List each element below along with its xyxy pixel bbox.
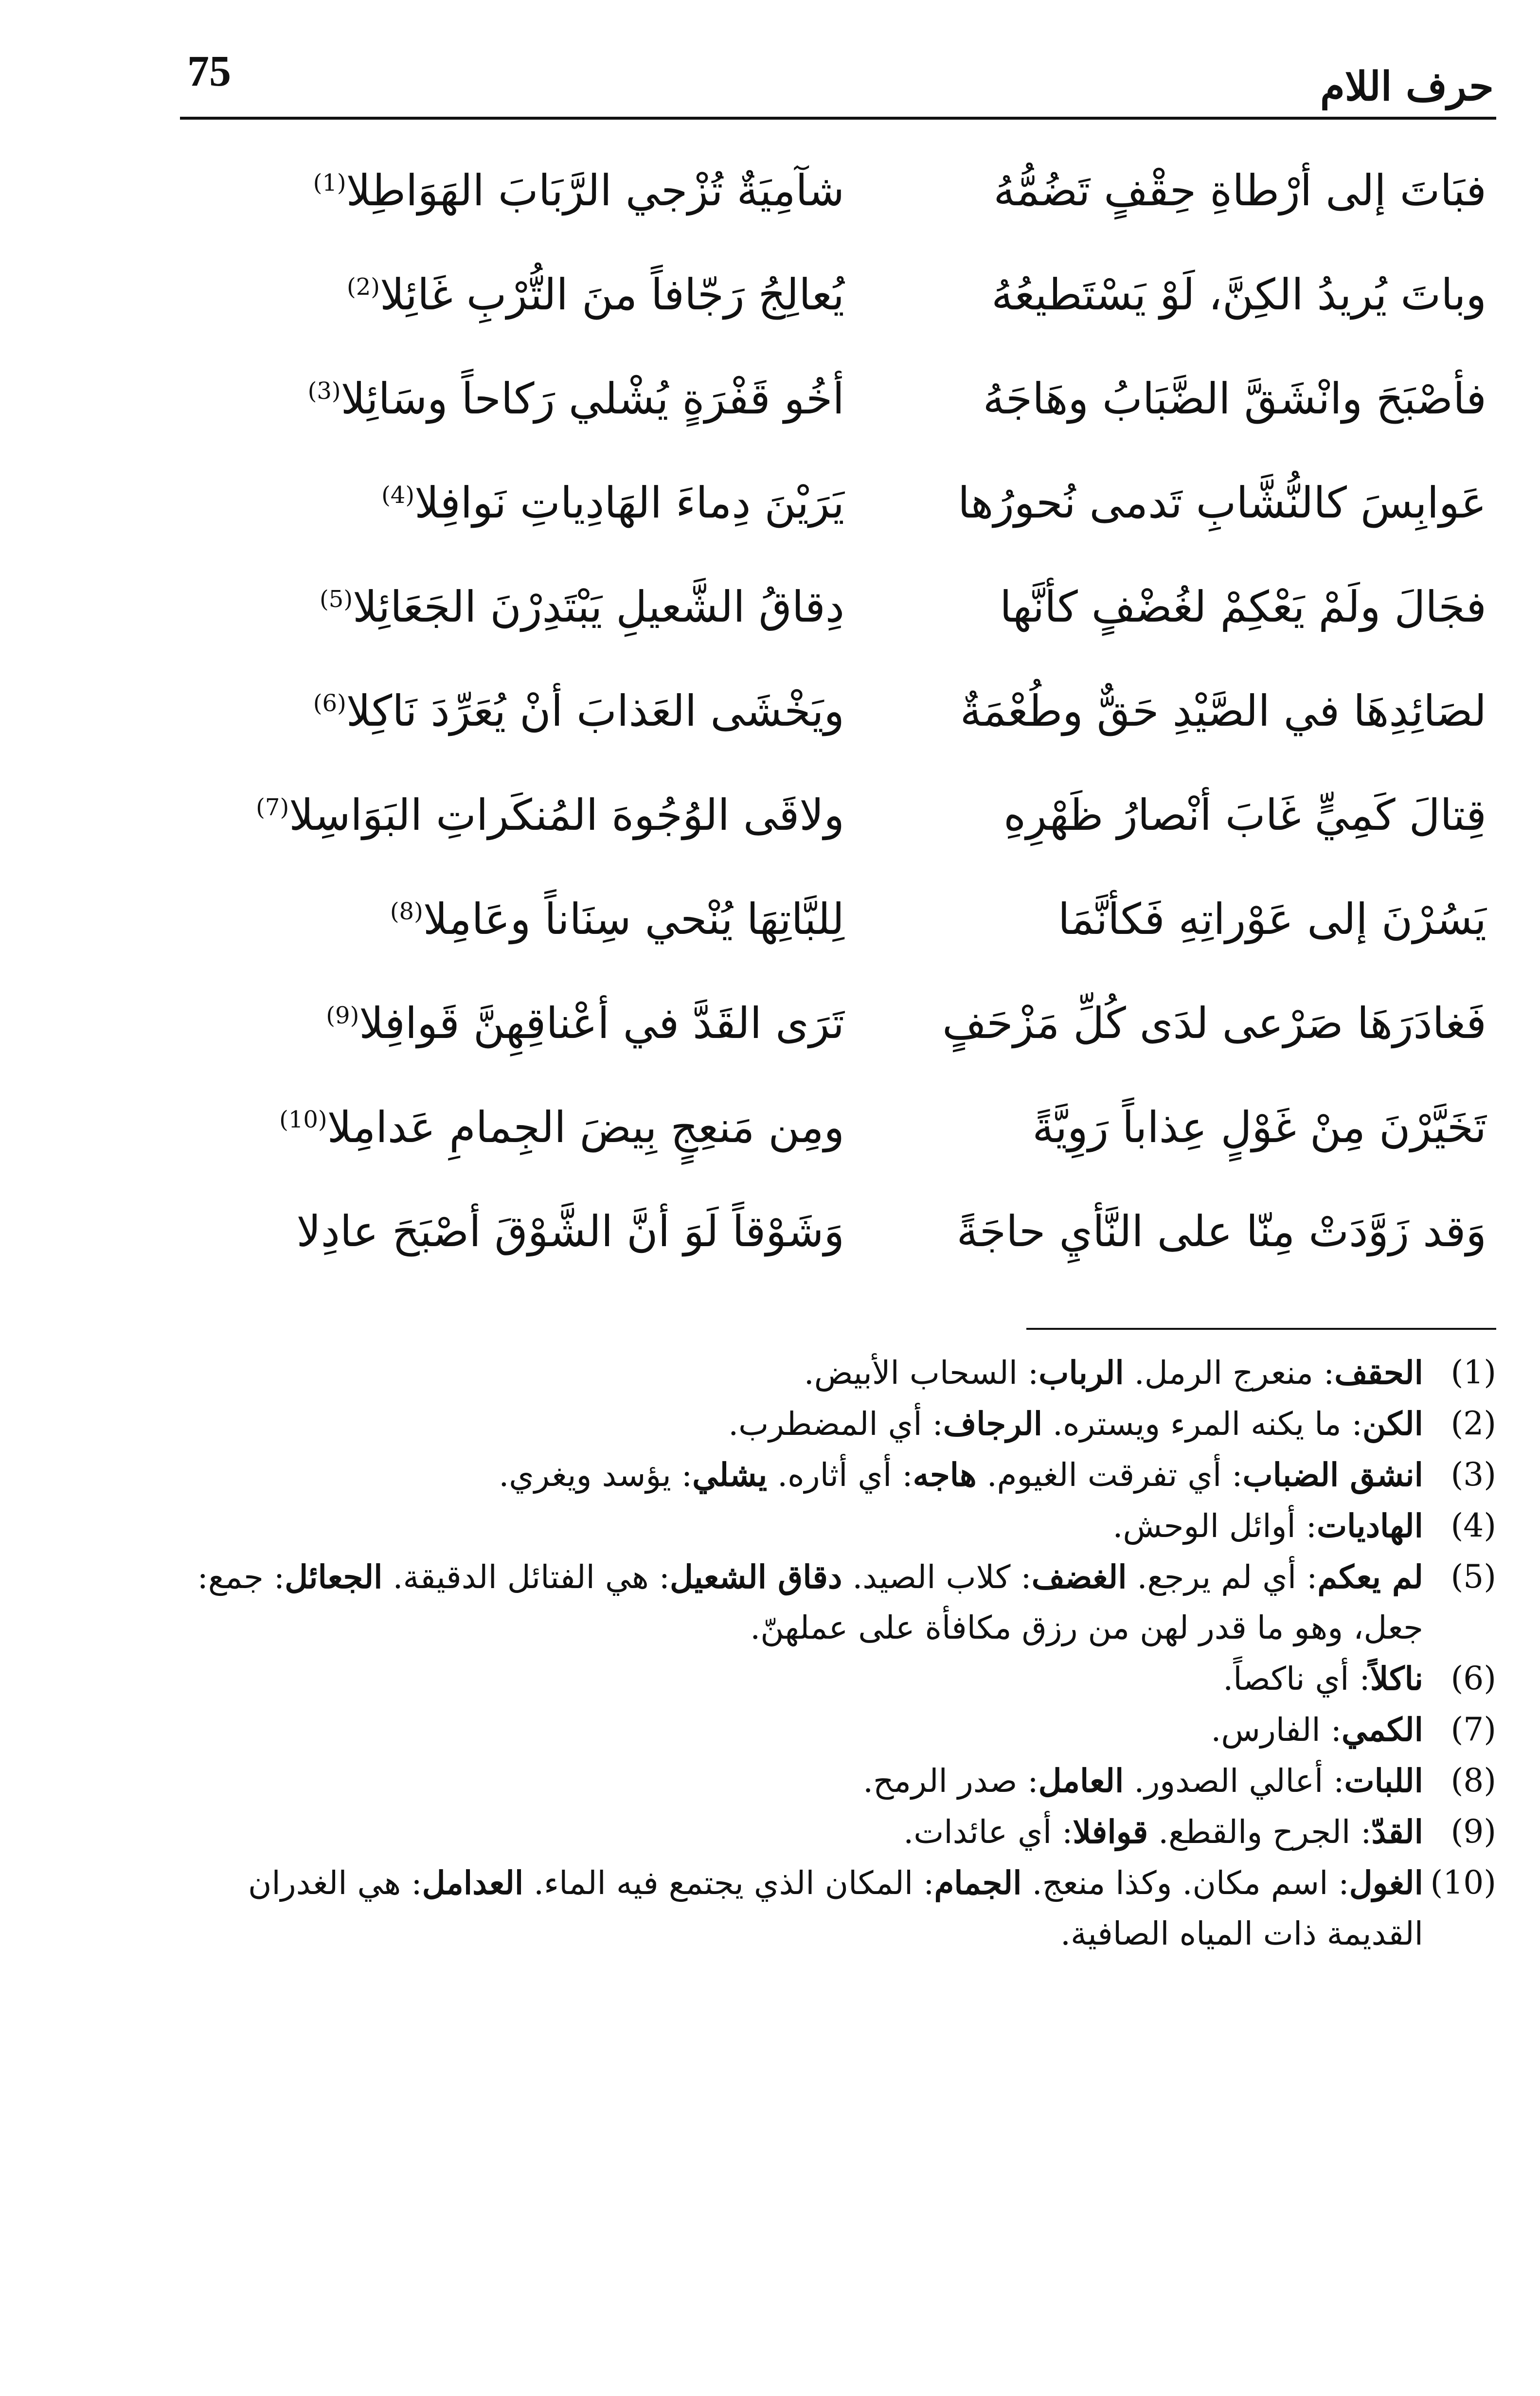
footnote-number: (9) (1450, 1813, 1496, 1850)
footnote-definition: : المكان الذي يجتمع فيه الماء. (523, 1864, 934, 1902)
footnote-definition: : أي المضطرب. (728, 1405, 943, 1443)
footnote-number: (10) (1430, 1864, 1496, 1901)
footnote (175, 1704, 1496, 1755)
footnote (175, 1552, 1496, 1653)
footnote-definition: : الفارس. (1211, 1711, 1342, 1749)
footnote-definition: : اسم مكان. وكذا منعج. (1021, 1864, 1349, 1902)
verse-second-text: تَرَى القَدَّ في أعْناقِهِنَّ قَوافِلا (359, 998, 844, 1048)
verse-second-hemistich (324, 998, 844, 1048)
verse-first-hemistich: وَقد زَوَّدَتْ مِنّا على النَّأيِ حاجَةً (956, 1206, 1486, 1256)
footnote-definition: : يؤسد ويغري. (499, 1456, 693, 1494)
footnote (175, 1398, 1496, 1449)
verse-first-hemistich: فَغادَرَهَا صَرْعى لدَى كُلِّ مَزْحَفٍ (942, 998, 1486, 1048)
verse-second-hemistich (318, 582, 844, 632)
footnote (175, 1347, 1496, 1398)
verse-first-hemistich: قِتالَ كَمِيٍّ غَابَ أنْصارُ ظَهْرِهِ (1003, 790, 1486, 840)
footnote-number: (5) (1450, 1558, 1496, 1595)
verse-second-hemistich (311, 165, 844, 215)
footnote-number: (3) (1450, 1456, 1496, 1493)
footnote-definition: : هي الفتائل الدقيقة. (382, 1558, 670, 1596)
verse-second-text: شآمِيَةٌ تُزْجي الرَّبَابَ الهَوَاطِلا (346, 165, 844, 215)
verse-line (180, 146, 1496, 250)
footnote-term: الرباب (1039, 1354, 1124, 1392)
verse-second-hemistich (306, 374, 844, 424)
footnote-body (175, 1858, 1423, 1959)
footnote (175, 1755, 1496, 1806)
footnote-term: القدّ (1371, 1813, 1423, 1851)
footnote-definition: : أي ناكصاً. (1223, 1660, 1370, 1698)
footnote-definition: : الجرح والقطع. (1148, 1813, 1372, 1851)
footnote-term: العامل (1038, 1762, 1124, 1800)
footnote-reference: (8) (390, 897, 423, 925)
verse-second-text: دِقاقُ الشَّعيلِ يَبْتَدِرْنَ الجَعَائِلا (353, 582, 844, 632)
footnote-definition: : أي عائدات. (903, 1813, 1073, 1851)
footnote-definition: : هي الغدران القديمة ذات المياه الصافية. (248, 1864, 1423, 1952)
footnote-number: (7) (1450, 1711, 1496, 1748)
footnote-reference: (5) (320, 585, 353, 613)
footnote-definition: : جمع: جعل، وهو ما قدر لهن من رزق مكافأة على عملهنّ. (197, 1558, 1423, 1646)
verse-second-text: يَرَيْنَ دِماءَ الهَادِياتِ نَوافِلا (414, 478, 844, 528)
verse-line (180, 875, 1496, 979)
footnote-term: الجمام (934, 1864, 1022, 1902)
poem (180, 146, 1496, 1291)
footnote-term: الهاديات (1317, 1507, 1423, 1545)
footnote-term: انشق الضباب (1242, 1456, 1423, 1494)
footnote-definition: : كلاب الصيد. (842, 1558, 1032, 1596)
verse-second-text: وَشَوْقاً لَوَ أنَّ الشَّوْقَ أصْبَحَ عادِلا (296, 1206, 844, 1256)
verse-line (180, 354, 1496, 458)
verse-second-text: أخُو قَفْرَةٍ يُشْلي رَكاحاً وسَائِلا (340, 374, 844, 424)
footnote-body (175, 1704, 1423, 1755)
footnote-term: لم يعكم (1317, 1558, 1423, 1596)
footnote-body (175, 1552, 1423, 1653)
footnote-term: الحقف (1334, 1354, 1423, 1392)
footnote-body (175, 1501, 1423, 1552)
footnote (175, 1653, 1496, 1704)
footnote-body (175, 1653, 1423, 1704)
footnote (175, 1858, 1496, 1959)
footnote-number: (4) (1450, 1507, 1496, 1544)
footnote-term: العدامل (422, 1864, 524, 1902)
verse-second-text: ويَخْشَى العَذابَ أنْ يُعَرِّدَ نَاكِلا (346, 686, 844, 736)
verse-second-text: ومِن مَنعِجٍ بِيضَ الجِمامِ عَدامِلا (327, 1102, 844, 1152)
footnote-reference: (7) (256, 793, 289, 821)
verse-line (180, 1083, 1496, 1187)
footnote (175, 1449, 1496, 1501)
verse-first-hemistich: تَخَيَّرْنَ مِنْ غَوْلٍ عِذاباً رَوِيَّةً (1032, 1102, 1486, 1152)
verse-second-hemistich (311, 686, 844, 736)
footnote (175, 1806, 1496, 1858)
footnote-body (175, 1398, 1423, 1449)
footnote-term: هاجه (913, 1456, 977, 1494)
verse-second-hemistich (388, 894, 844, 944)
verse-second-hemistich (277, 1102, 844, 1152)
footnote-body (175, 1347, 1423, 1398)
footnote-definition: : أعالي الصدور. (1124, 1762, 1344, 1800)
footnotes-rule (1026, 1328, 1496, 1330)
verse-second-hemistich (296, 1206, 844, 1256)
verse-first-hemistich: فبَاتَ إلى أرْطاةِ حِقْفٍ تَضُمُّهُ (993, 165, 1486, 215)
footnote-reference: (2) (346, 273, 380, 301)
verse-line (180, 1187, 1496, 1291)
footnote-body (175, 1755, 1423, 1806)
footnote-reference: (1) (313, 169, 346, 197)
footnote-term: ناكلاً (1370, 1660, 1423, 1698)
footnote (175, 1501, 1496, 1552)
footnote-term: الغول (1349, 1864, 1423, 1902)
footnote-number: (1) (1450, 1354, 1496, 1391)
page-number: 75 (187, 47, 231, 95)
verse-second-hemistich (254, 790, 844, 840)
verse-line (180, 562, 1496, 666)
verse-line (180, 979, 1496, 1083)
footnote-number: (6) (1450, 1660, 1496, 1697)
verse-second-text: لِلبَّاتِهَا يُنْحي سِنَاناً وعَامِلا (423, 894, 844, 944)
footnote-definition: : صدر الرمح. (863, 1762, 1039, 1800)
footnote-reference: (10) (279, 1106, 327, 1133)
verse-first-hemistich: فأصْبَحَ وانْشَقَّ الضَّبَابُ وهَاجَهُ (983, 374, 1486, 424)
verse-line (180, 458, 1496, 562)
verse-line (180, 250, 1496, 354)
verse-second-text: ولاقَى الوُجُوهَ المُنكَراتِ البَوَاسِلا (289, 790, 844, 840)
footnote-term: الكمي (1341, 1711, 1423, 1749)
footnote-definition: : أي لم يرجع. (1127, 1558, 1318, 1596)
footnote-definition: : منعرج الرمل. (1124, 1354, 1335, 1392)
footnote-term: الجعائل (285, 1558, 383, 1596)
verse-first-hemistich: لصَائِدِهَا في الصَّيْدِ حَقٌّ وطُعْمَةٌ (960, 686, 1486, 736)
verse-first-hemistich: يَسُرْنَ إلى عَوْراتِهِ فَكأنَّمَا (1058, 894, 1486, 944)
footnote-definition: : ما يكنه المرء ويستره. (1042, 1405, 1362, 1443)
footnote-reference: (6) (313, 689, 346, 717)
footnote-definition: : أي أثاره. (767, 1456, 913, 1494)
footnote-body (175, 1806, 1423, 1858)
footnote-term: الغضف (1031, 1558, 1127, 1596)
footnote-reference: (4) (381, 481, 415, 509)
verse-first-hemistich: عَوابِسَ كالنُّشَّابِ تَدمى نُحورُها (958, 478, 1486, 528)
verse-first-hemistich: وباتَ يُريدُ الكِنَّ، لَوْ يَسْتَطيعُهُ (991, 269, 1486, 320)
footnote-number: (2) (1450, 1405, 1496, 1442)
footnote-number: (8) (1450, 1762, 1496, 1799)
verse-second-hemistich (379, 478, 844, 528)
header-rule (180, 117, 1496, 120)
verse-line (180, 770, 1496, 875)
footnotes (175, 1347, 1496, 1959)
verse-line (180, 666, 1496, 770)
footnote-term: اللبات (1344, 1762, 1423, 1800)
verse-first-hemistich: فجَالَ ولَمْ يَعْكِمْ لغُضْفٍ كأنَّها (1000, 582, 1486, 632)
footnote-term: الكن (1362, 1405, 1423, 1443)
footnote-body (175, 1449, 1423, 1501)
running-head: حرف اللام (1320, 63, 1494, 110)
footnote-term: دقاق الشعيل (670, 1558, 842, 1596)
footnote-definition: : السحاب الأبيض. (804, 1354, 1039, 1392)
footnote-term: يشلي (692, 1456, 768, 1494)
footnote-definition: : أي تفرقت الغيوم. (976, 1456, 1243, 1494)
footnote-reference: (9) (326, 1001, 359, 1029)
verse-second-text: يُعالِجُ رَجّافاً منَ التُّرْبِ غَائِلا (379, 269, 844, 320)
verse-second-hemistich (345, 269, 844, 320)
footnote-term: قوافلا (1073, 1813, 1148, 1851)
footnote-term: الرجاف (943, 1405, 1043, 1443)
footnote-reference: (3) (307, 377, 341, 405)
footnote-definition: : أوائل الوحش. (1112, 1507, 1317, 1545)
